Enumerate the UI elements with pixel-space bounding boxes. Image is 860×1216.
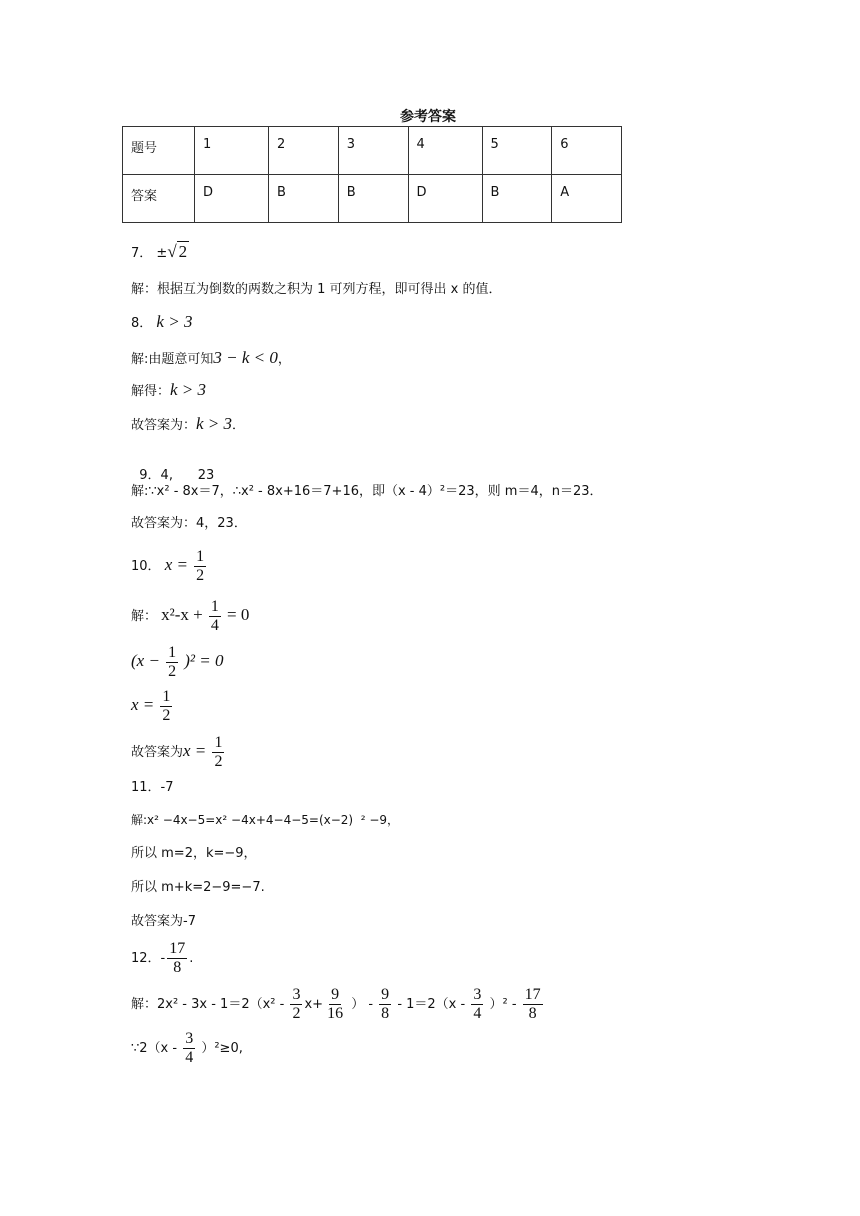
table-cell: A (552, 175, 622, 223)
numerator: 3 (473, 986, 482, 1003)
text: ）² - (489, 997, 517, 1012)
text: - 1＝2（x - (397, 997, 466, 1012)
question-number: 12． (131, 951, 161, 966)
table-cell: D (408, 175, 482, 223)
question-number: 9． (139, 468, 161, 483)
table-cell: 3 (338, 127, 408, 175)
q12-solution (131, 986, 545, 1023)
numerator: 9 (331, 986, 340, 1003)
q11-line1: 解:x² −4x−5=x² −4x+4−4−5=(x−2) ² −9， (131, 813, 400, 827)
radicand: 2 (178, 242, 188, 261)
denominator: 4 (185, 1049, 194, 1066)
text: 解:由题意可知 (131, 352, 214, 367)
text: 解得： (131, 384, 171, 399)
text: x+ (304, 997, 324, 1012)
math-expression: k > 3 (170, 380, 207, 399)
table-row (123, 127, 622, 175)
text: ） - (351, 997, 374, 1012)
q9-solution: 解:∵x² - 8x＝7，∴x² - 8x+16＝7+16，即（x - 4）²＝23，则 m＝4，n＝23． (131, 484, 603, 499)
denominator: 2 (292, 1005, 301, 1022)
math-expression: x = (183, 741, 207, 760)
numerator: 1 (214, 734, 223, 751)
question-number: 7． (131, 246, 153, 261)
denominator: 2 (168, 663, 177, 680)
fraction (194, 548, 206, 585)
q11-line3: 所以 m+k=2−9=−7. (131, 880, 265, 895)
answer-table (122, 126, 622, 223)
table-cell: 4 (408, 127, 482, 175)
denominator: 2 (214, 753, 223, 770)
fraction (325, 986, 345, 1023)
q7-answer (131, 244, 189, 262)
table-cell: B (338, 175, 408, 223)
fraction (212, 734, 224, 771)
numerator: 1 (162, 688, 171, 705)
table-cell: 5 (482, 127, 552, 175)
denominator: 8 (173, 959, 182, 976)
math-expression: )² = 0 (184, 651, 224, 670)
text: 故答案为 (131, 745, 184, 760)
fraction (290, 986, 302, 1023)
denominator: 16 (327, 1005, 344, 1022)
math-expression: x = (164, 555, 188, 574)
q10-step3 (131, 688, 174, 725)
answer-text: -7 (160, 780, 174, 795)
table-header-label: 题号 (123, 127, 195, 175)
q11-line4: 故答案为-7 (131, 914, 196, 929)
text: 解：2x² - 3x - 1＝2（x² - (131, 997, 285, 1012)
denominator: 8 (381, 1005, 390, 1022)
text: ， (277, 352, 291, 367)
fraction (523, 986, 543, 1023)
denominator: 4 (210, 617, 219, 634)
table-cell: D (195, 175, 269, 223)
question-number: 8． (131, 316, 153, 331)
q12-line2 (131, 1030, 243, 1067)
math-expression: x = (131, 695, 155, 714)
plus-minus: ± (156, 246, 168, 261)
sqrt-expression: √ 2 (167, 242, 188, 261)
q8-line3 (131, 416, 245, 434)
numerator: 17 (169, 940, 186, 957)
text: 故答案为： (131, 418, 197, 433)
math-expression: (x − (131, 651, 160, 670)
math-expression: 3 − k < 0 (213, 348, 278, 367)
fraction (166, 644, 178, 681)
answer-text: 4, 23 (160, 468, 215, 483)
text: ． (232, 418, 246, 433)
question-number: 11． (131, 780, 161, 795)
q10-solution (131, 598, 249, 635)
q11-answer (131, 780, 174, 796)
table-cell: 6 (552, 127, 622, 175)
q10-conclusion (131, 734, 226, 771)
text: ）²≥0, (201, 1041, 243, 1056)
q8-answer (131, 314, 192, 332)
text: . (189, 951, 194, 966)
math-expression: k > 3 (156, 312, 193, 331)
fraction (379, 986, 391, 1023)
q8-line2 (131, 382, 206, 400)
fraction (167, 940, 187, 977)
numerator: 1 (168, 644, 177, 661)
fraction (160, 688, 172, 725)
q9-answer (131, 452, 214, 484)
q12-answer (131, 940, 193, 977)
denominator: 8 (528, 1005, 537, 1022)
question-number: 10． (131, 559, 161, 574)
page-title: 参考答案 (400, 109, 456, 125)
numerator: 3 (185, 1030, 194, 1047)
numerator: 17 (524, 986, 541, 1003)
denominator: 4 (473, 1005, 482, 1022)
denominator: 2 (196, 567, 205, 584)
table-answer-label: 答案 (123, 175, 195, 223)
numerator: 1 (210, 598, 219, 615)
table-cell: 2 (269, 127, 339, 175)
numerator: 9 (381, 986, 390, 1003)
table-row (123, 175, 622, 223)
numerator: 1 (196, 548, 205, 565)
math-expression: x²-x + (161, 605, 203, 624)
table-cell: 1 (195, 127, 269, 175)
math-expression: = 0 (227, 605, 250, 624)
fraction (209, 598, 221, 635)
denominator: 2 (162, 707, 171, 724)
numerator: 3 (292, 986, 301, 1003)
q7-solution: 解：根据互为倒数的两数之积为 1 可列方程，即可得出 x 的值． (131, 282, 502, 297)
table-cell: B (482, 175, 552, 223)
table-cell: B (269, 175, 339, 223)
sign: - (160, 951, 166, 966)
fraction (471, 986, 483, 1023)
text: ∵2（x - (131, 1041, 178, 1056)
fraction (183, 1030, 195, 1067)
text: 解： (131, 609, 158, 624)
q8-line1 (131, 350, 291, 368)
math-expression: k > 3 (196, 414, 233, 433)
q10-step2 (131, 644, 223, 681)
q10-answer (131, 548, 208, 585)
q11-line2: 所以 m=2，k=−9， (131, 846, 257, 861)
q9-conclusion: 故答案为：4，23． (131, 516, 247, 531)
